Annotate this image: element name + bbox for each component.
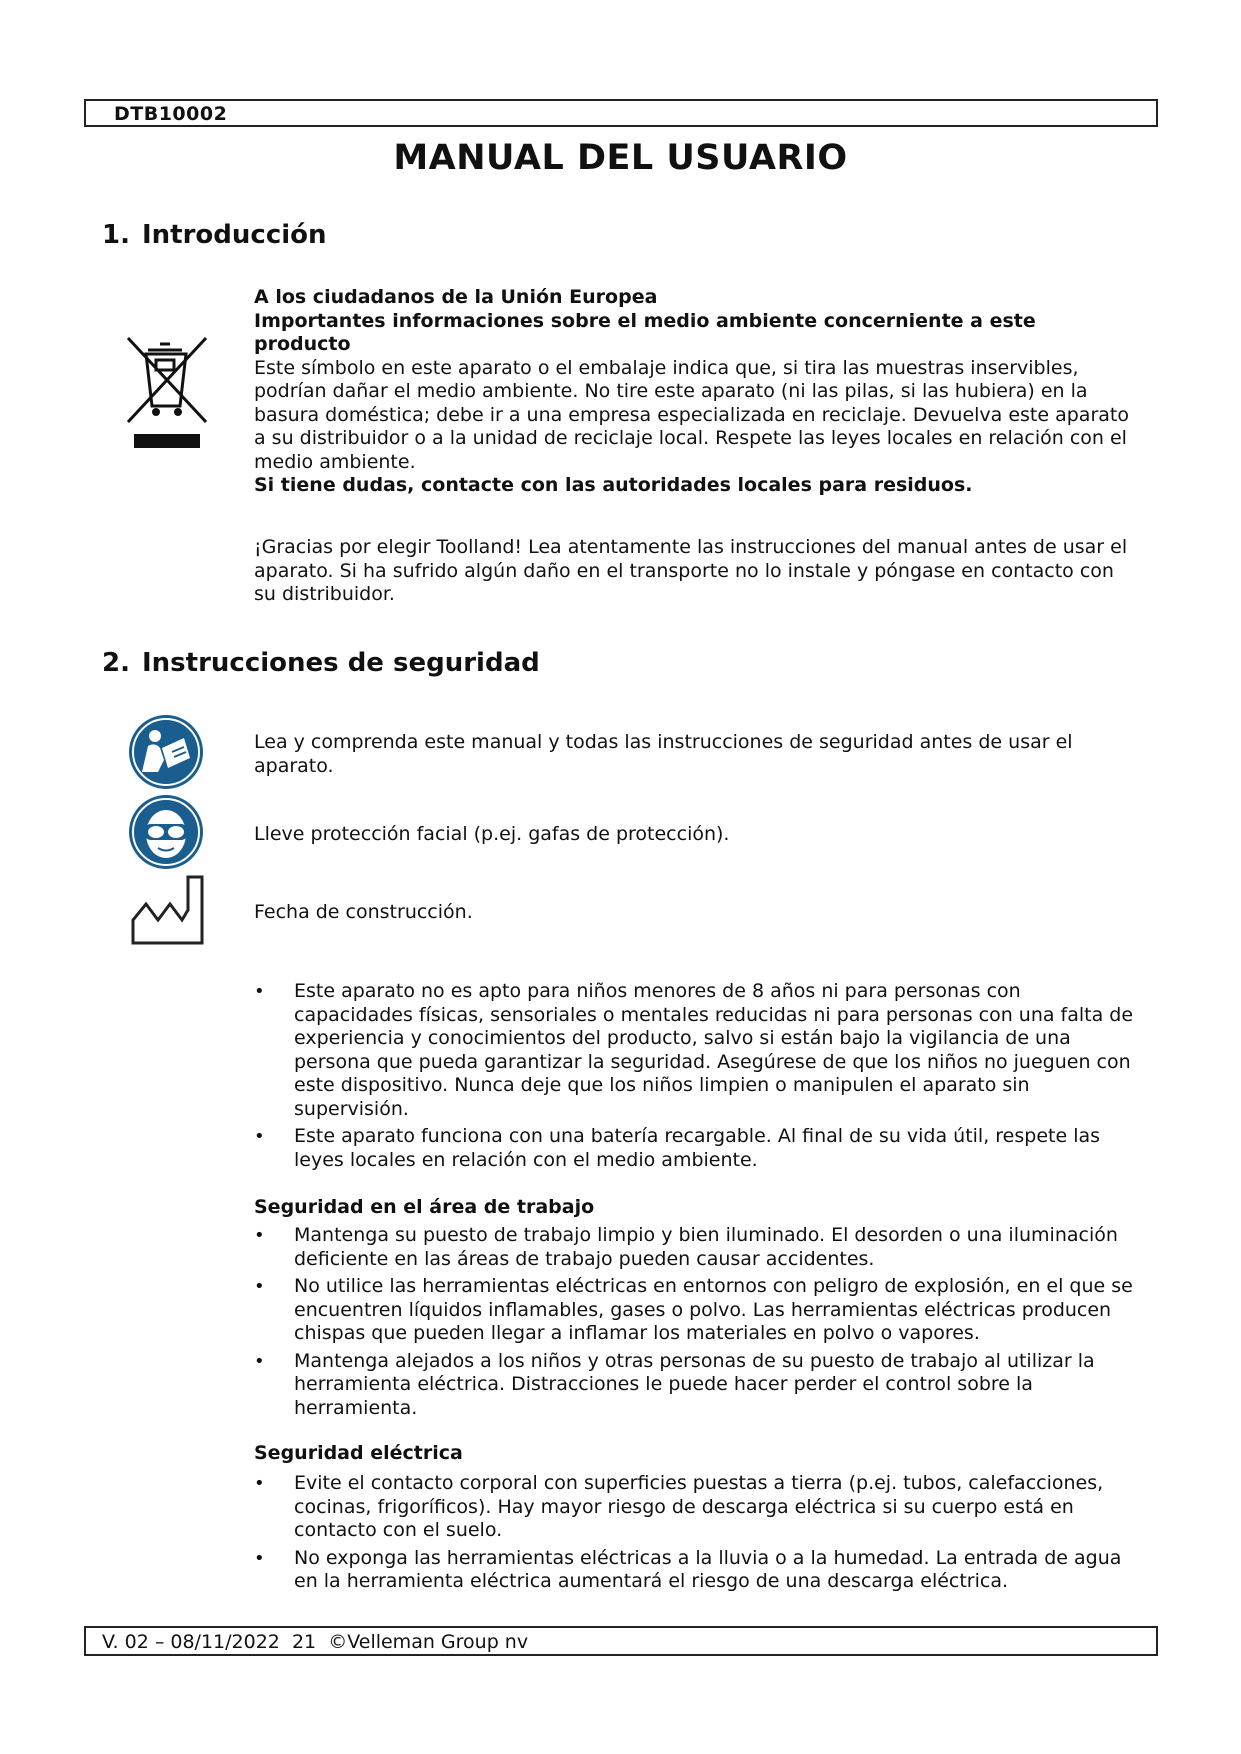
page-title: MANUAL DEL USUARIO [393,138,848,178]
symbol-text-read-manual: Lea y comprenda este manual y todas las instrucciones de seguridad antes de usar el aparato. [254,731,1073,777]
section-number: 1. [102,220,130,250]
eu-heading: A los ciudadanos de la Unión Europea [254,286,658,308]
work-area-list [254,1224,1134,1424]
list-item: • No exponga las herramientas eléctricas a la lluvia o a la humedad. La entrada de agua en la herramienta eléctrica aumentará el riesgo de una descarga eléctrica. [254,1547,1134,1594]
header-box [84,99,1158,127]
general-safety-list [254,980,1134,1176]
section-title: Instrucciones de seguridad [142,648,540,678]
list-item: • Este aparato no es apto para niños menores de 8 años ni para personas con capacidades físicas, sensoriales o mentales reducidas ni para personas con una falta de experiencia y conocimientos del producto, salvo si están bajo la vigilancia de una persona que pueda garantizar la seguridad. Asegúrese de que los niños no jueguen con este dispositivo. Nunca deje que los niños limpien o manipulen el aparato sin supervisión. [254,980,1134,1121]
thanks-text: ¡Gracias por elegir Toolland! Lea atentamente las instrucciones del manual antes de usar el aparato. Si ha sufrido algún daño en el transporte no lo instale y póngase en contacto con su distribuidor. [254,536,1128,605]
environment-heading: Importantes informaciones sobre el medio ambiente concerniente a este producto [254,309,1036,355]
face-protection-icon [128,794,204,874]
electrical-list [254,1472,1134,1598]
symbol-text-manufacture-date: Fecha de construcción. [254,901,473,923]
section-number: 2. [102,648,130,678]
symbol-text-face-protection: Lleve protección facial (p.ej. gafas de protección). [254,823,730,845]
weee-crossed-bin-icon [126,336,210,456]
section-heading-safety [102,648,540,678]
list-item: • Evite el contacto corporal con superficies puestas a tierra (p.ej. tubos, calefacciones, cocinas, frigoríficos). Hay mayor riesgo de descarga eléctrica si su cuerpo está en contacto con el suelo. [254,1472,1134,1543]
list-item: • Mantenga alejados a los niños y otras personas de su puesto de trabajo al utilizar la herramienta eléctrica. Distracciones le puede hacer perder el control sobre la herramienta. [254,1350,1134,1421]
read-manual-icon [128,714,204,794]
intro-thanks-block [254,536,1134,607]
environment-text: Este símbolo en este aparato o el embalaje indica que, si tira las muestras inservibles, podrían dañar el medio ambiente. No tire este aparato (ni las pilas, si las hubiera) en la basura doméstica; debe ir a una empresa especializada en reciclaje. Devuelva este aparato a su distribuidor o a la unidad de reciclaje local. Respete las leyes locales en relación con el medio ambiente. [254,356,1129,473]
work-area-heading: Seguridad en el área de trabajo [254,1196,595,1218]
list-item: • Este aparato funciona con una batería recargable. Al final de su vida útil, respete las leyes locales en relación con el medio ambiente. [254,1125,1134,1172]
intro-environment-block [254,286,1134,498]
footer-box [84,1626,1158,1656]
product-code: DTB10002 [114,103,228,125]
section-title: Introducción [142,220,327,250]
manufacture-date-icon [130,874,206,950]
environment-contact: Si tiene dudas, contacte con las autoridades locales para residuos. [254,474,973,496]
section-heading-introduction [102,220,327,250]
electrical-heading: Seguridad eléctrica [254,1442,463,1464]
list-item: • Mantenga su puesto de trabajo limpio y bien iluminado. El desorden o una iluminación deficiente en las áreas de trabajo pueden causar accidentes. [254,1224,1134,1271]
list-item: • No utilice las herramientas eléctricas en entornos con peligro de explosión, en el que se encuentren líquidos inflamables, gases o polvo. Las herramientas eléctricas producen chispas que pueden llegar a inflamar los materiales en polvo o vapores. [254,1275,1134,1346]
footer-text: V. 02 – 08/11/2022 21 ©Velleman Group nv [102,1631,529,1653]
